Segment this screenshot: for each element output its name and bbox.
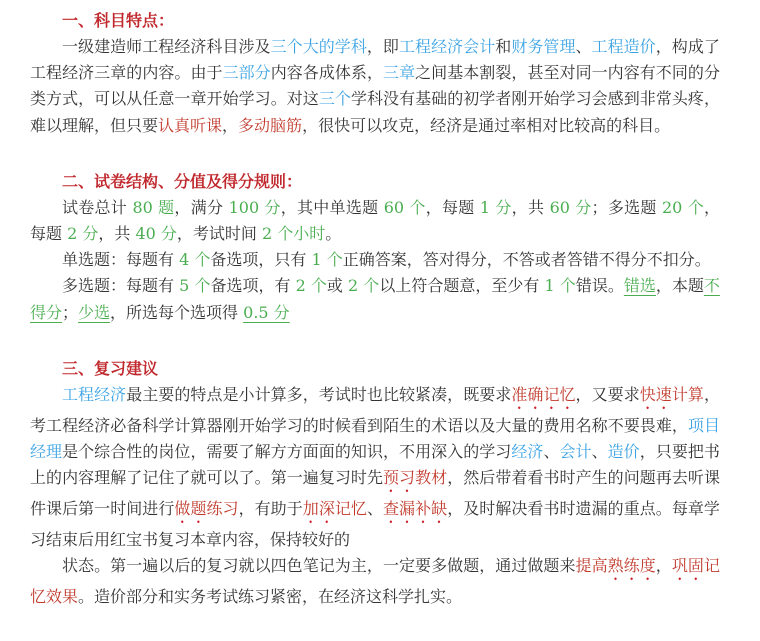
text-run: ，其中单选题 (280, 197, 384, 217)
text-run: ， (222, 115, 239, 135)
text-run: 之间基本割裂，甚至对同一内容有不同的分类方式，可以从任意一章开始学习。对这 (30, 63, 720, 109)
text-run: ，共 (511, 197, 550, 217)
text-run: 单选题：每题有 (62, 250, 180, 270)
highlighted-text: 记忆效果 (30, 556, 720, 607)
text-run: 最主要的特点是小计算多，考试时也比较紧凑，既要求 (126, 384, 512, 404)
highlighted-text: 错选 (623, 276, 656, 296)
highlighted-text: 提高 (575, 556, 608, 576)
text-run: ，构成了工程经济三章的内容。由于 (30, 37, 720, 83)
highlighted-text: 快速 (639, 384, 672, 404)
text-run: ，然后带着看书时产生的问题再去听课件课后第一时间进行 (30, 468, 720, 519)
paragraph (30, 247, 720, 273)
highlighted-text: 认真听课 (158, 115, 223, 135)
highlighted-text: 1 分 (479, 197, 512, 217)
highlighted-text: 记忆 (334, 499, 367, 519)
highlighted-text: 100 分 (228, 197, 281, 217)
highlighted-text: 0.5 分 (243, 302, 290, 322)
text-run: ，每题 (30, 197, 720, 244)
highlighted-text: 5 个 (179, 276, 211, 296)
section-exam-structure (30, 169, 720, 326)
highlighted-text: 计算 (671, 384, 704, 404)
text-run: 以上符合题意，至少有 (379, 276, 545, 296)
text-run: 、 (366, 499, 384, 519)
highlighted-text: 练习 (206, 499, 239, 519)
paragraph (30, 553, 720, 610)
text-run: 是个综合性的岗位，需要了解方方面面的知识，不用深入的学习 (62, 442, 512, 462)
text-run: 备选项，只有 (210, 250, 312, 270)
highlighted-text: 经济 (511, 442, 544, 462)
section-heading: 二、试卷结构、分值及得分规则： (62, 171, 303, 191)
text-run: 试卷总计 (62, 197, 133, 217)
highlighted-text: 三章 (383, 63, 416, 83)
highlighted-text: 40 分 (135, 224, 177, 244)
highlighted-text: 熟练度 (607, 556, 656, 576)
highlighted-text: 1 个 (311, 250, 343, 270)
text-run: ，满分 (174, 197, 229, 217)
highlighted-text: 预习 (383, 468, 416, 488)
text-run: 内容各成体系， (270, 63, 384, 83)
text-run: ；多选题 (591, 197, 662, 217)
highlighted-text: 三个大的学科 (270, 37, 367, 56)
text-run: ，及时解决看书时遗漏的重点。每章学习结束后用红宝书复习本章内容，保持较好的 (30, 499, 720, 550)
highlighted-text: 项目经理 (30, 415, 720, 462)
text-run: ，又要求 (575, 384, 640, 404)
text-run: 或 (326, 276, 349, 296)
text-run: 。造价部分和实务考试练习紧密，在经济这科学扎实。 (78, 587, 463, 607)
highlighted-text: 多动脑筋 (238, 115, 303, 135)
paragraph (30, 273, 720, 325)
highlighted-text: 财务管理 (511, 37, 576, 56)
text-run: 多选题：每题有 (62, 276, 180, 296)
text-run: ，共 (98, 224, 136, 244)
highlighted-text: 工程造价 (591, 37, 656, 56)
highlighted-text: 巩固 (671, 556, 704, 576)
highlighted-text: 工程经济 (62, 384, 127, 404)
highlighted-text: 查漏补缺 (383, 499, 448, 519)
section-heading: 一、科目特点： (62, 11, 175, 30)
highlighted-text: 1 个 (544, 276, 576, 296)
text-run: 。 (325, 224, 342, 244)
text-run: 一级建造师工程经济科目涉及 (62, 37, 271, 56)
highlighted-text: 造价 (607, 442, 640, 462)
document (30, 8, 720, 641)
text-run: ，所选每个选项得 (110, 302, 244, 322)
highlighted-text: 80 题 (132, 197, 175, 217)
text-run: 错误。 (575, 276, 624, 296)
highlighted-text: 三部分 (222, 63, 271, 83)
highlighted-text: 三个 (318, 89, 351, 109)
text-run: 和 (495, 37, 512, 56)
paragraph (30, 195, 720, 247)
text-run: ； (62, 302, 79, 322)
text-run: 备选项，有 (210, 276, 296, 296)
highlighted-text: 2 个 (295, 276, 327, 296)
highlighted-text: 4 个 (179, 250, 211, 270)
text-run: 、 (575, 37, 592, 56)
text-run: ，很快可以攻克，经济是通过率相对比较高的科目。 (302, 115, 671, 135)
highlighted-text: 会计 (559, 442, 592, 462)
text-run: 、 (591, 442, 608, 462)
text-run: ， (655, 556, 672, 576)
text-run: ，只要把书上的内容理解了记住了就可以了。第一遍复习时先 (30, 442, 720, 488)
highlighted-text: 做题 (174, 499, 207, 519)
text-run: 状态。第一遍以后的复习就以四色笔记为主，一定要多做题，通过做题来 (62, 556, 576, 576)
text-run: ，即 (366, 37, 399, 56)
highlighted-text: 准确记忆 (511, 384, 576, 404)
text-run: 正确答案，答对得分，不答或者答错不得分不扣分。 (342, 250, 711, 270)
highlighted-text: 加深 (302, 499, 335, 519)
section-heading: 三、复习建议 (62, 358, 159, 378)
highlighted-text: 60 分 (549, 197, 592, 217)
highlighted-text: 不得分 (30, 276, 720, 322)
highlighted-text: 少选 (78, 302, 111, 322)
highlighted-text: 教材 (415, 468, 448, 488)
text-run: 学科没有基础的初学者刚开始学习会感到非常头疼，难以理解，但只要 (30, 89, 720, 135)
section-subject-features (30, 8, 720, 139)
highlighted-text: 2 个 (348, 276, 380, 296)
text-run: ，考工程经济必备科学计算器刚开始学习的时候看到陌生的术语以及大量的费用名称不要畏难， (30, 384, 720, 435)
paragraph (30, 382, 720, 554)
highlighted-text: 工程经济会计 (398, 37, 496, 56)
paragraph (30, 34, 720, 139)
highlighted-text: 60 个 (383, 197, 426, 217)
text-run: ，每题 (425, 197, 480, 217)
text-run: ，本题 (655, 276, 704, 296)
section-review-advice (30, 356, 720, 611)
highlighted-text: 2 个小时 (262, 224, 326, 244)
text-run: ，有助于 (238, 499, 303, 519)
highlighted-text: 2 分 (67, 224, 99, 244)
text-run: 、 (543, 442, 560, 462)
text-run: ，考试时间 (176, 224, 263, 244)
highlighted-text: 20 个 (661, 197, 704, 217)
